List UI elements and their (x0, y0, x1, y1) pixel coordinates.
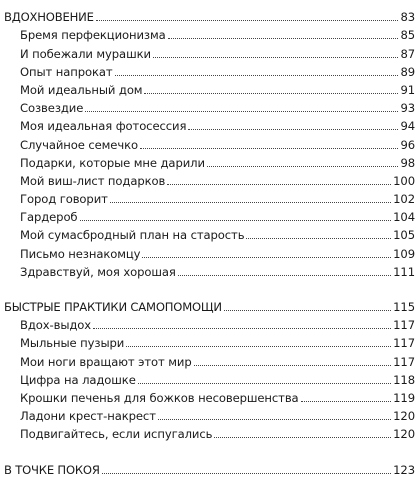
leader-dots (102, 473, 391, 474)
page-number: 119 (393, 390, 415, 405)
entry-title: Бремя перфекционизма (20, 28, 166, 43)
leader-dots (178, 275, 391, 276)
page-number: 94 (400, 119, 415, 134)
entry-title: Мой идеальный дом (20, 82, 143, 97)
leader-dots (115, 75, 399, 76)
entry-title: Гардероб (20, 210, 78, 225)
toc-entry[interactable] (4, 115, 415, 133)
page-number: 117 (393, 318, 415, 333)
page-number: 117 (393, 354, 415, 369)
page-number: 109 (393, 246, 415, 261)
section-title: В ТОЧКЕ ПОКОЯ (4, 462, 100, 477)
leader-dots (140, 148, 398, 149)
toc-entry[interactable] (4, 42, 415, 60)
page-number: 93 (400, 101, 415, 116)
page-number: 118 (393, 372, 415, 387)
leader-dots (153, 57, 399, 58)
leader-dots (224, 310, 391, 311)
page-number: 120 (393, 427, 415, 442)
toc-section-heading[interactable] (4, 458, 415, 476)
toc-entry[interactable] (4, 242, 415, 260)
leader-dots (85, 111, 398, 112)
table-of-contents (4, 6, 415, 477)
entry-title: Вдох-выдох (20, 318, 92, 333)
toc-entry[interactable] (4, 61, 415, 79)
page-number: 91 (400, 82, 415, 97)
entry-title: Подарки, которые мне дарили (20, 155, 205, 170)
entry-title: Цифра на ладошке (20, 372, 136, 387)
page-number: 83 (400, 10, 415, 25)
leader-dots (126, 346, 391, 347)
entry-title: Подвигайтесь, если испугались (20, 427, 213, 442)
entry-title: Мыльные пузыри (20, 336, 125, 351)
toc-entry[interactable] (4, 350, 415, 368)
page-number: 117 (393, 336, 415, 351)
toc-entry[interactable] (4, 188, 415, 206)
toc-entry[interactable] (4, 170, 415, 188)
section-spacer (4, 279, 415, 296)
entry-title: Мой сумасбродный план на старость (20, 228, 245, 243)
page-number: 87 (400, 46, 415, 61)
toc-entry[interactable] (4, 314, 415, 332)
toc-entry[interactable] (4, 405, 415, 423)
leader-dots (214, 437, 391, 438)
leader-dots (188, 129, 398, 130)
entry-title: Город говорит (20, 192, 108, 207)
entry-title: Письмо незнакомцу (20, 246, 141, 261)
toc-entry[interactable] (4, 133, 415, 151)
section-title: ВДОХНОВЕНИЕ (4, 10, 94, 25)
leader-dots (194, 365, 392, 366)
entry-title: Опыт напрокат (20, 64, 113, 79)
toc-entry[interactable] (4, 224, 415, 242)
entry-title: Здравствуй, моя хорошая (20, 264, 176, 279)
toc-section-heading[interactable] (4, 6, 415, 24)
page-number: 120 (393, 409, 415, 424)
toc-entry[interactable] (4, 369, 415, 387)
page-number: 85 (400, 28, 415, 43)
toc-entry[interactable] (4, 152, 415, 170)
page-number: 104 (393, 210, 415, 225)
entry-title: И побежали мурашки (20, 46, 151, 61)
page-number: 123 (393, 462, 415, 477)
leader-dots (301, 401, 392, 402)
toc-entry[interactable] (4, 79, 415, 97)
entry-title: Моя идеальная фотосессия (20, 119, 187, 134)
leader-dots (168, 38, 399, 39)
leader-dots (142, 257, 391, 258)
page-number: 111 (393, 264, 415, 279)
page-number: 96 (400, 137, 415, 152)
section-title: БЫСТРЫЕ ПРАКТИКИ САМОПОМОЩИ (4, 300, 222, 314)
page-number: 102 (393, 192, 415, 207)
toc-entry[interactable] (4, 261, 415, 279)
toc-entry[interactable] (4, 423, 415, 441)
toc-entry[interactable] (4, 24, 415, 42)
leader-dots (96, 20, 399, 21)
section-spacer (4, 441, 415, 458)
leader-dots (138, 383, 391, 384)
entry-title: Мой виш-лист подарков (20, 173, 166, 188)
toc-section-quick-practices (4, 296, 415, 442)
toc-entry[interactable] (4, 206, 415, 224)
page-number: 100 (393, 173, 415, 188)
leader-dots (167, 184, 391, 185)
entry-title: Ладони крест-накрест (20, 409, 156, 424)
leader-dots (144, 93, 398, 94)
entry-title: Созвездие (20, 101, 84, 116)
toc-entry[interactable] (4, 387, 415, 405)
entry-title: Случайное семечко (20, 137, 138, 152)
page-number: 115 (393, 300, 415, 314)
leader-dots (207, 166, 399, 167)
leader-dots (246, 238, 391, 239)
toc-entry[interactable] (4, 332, 415, 350)
page-number: 98 (400, 155, 415, 170)
leader-dots (93, 328, 391, 329)
toc-section-at-rest (4, 458, 415, 476)
leader-dots (80, 220, 392, 221)
toc-entry[interactable] (4, 97, 415, 115)
toc-section-heading[interactable] (4, 296, 415, 314)
leader-dots (110, 202, 391, 203)
page-number: 105 (393, 228, 415, 243)
page-number: 89 (400, 64, 415, 79)
entry-title: Мои ноги вращают этот мир (20, 354, 192, 369)
toc-section-inspiration (4, 6, 415, 279)
entry-title: Крошки печенья для божков несовершенства (20, 390, 299, 405)
